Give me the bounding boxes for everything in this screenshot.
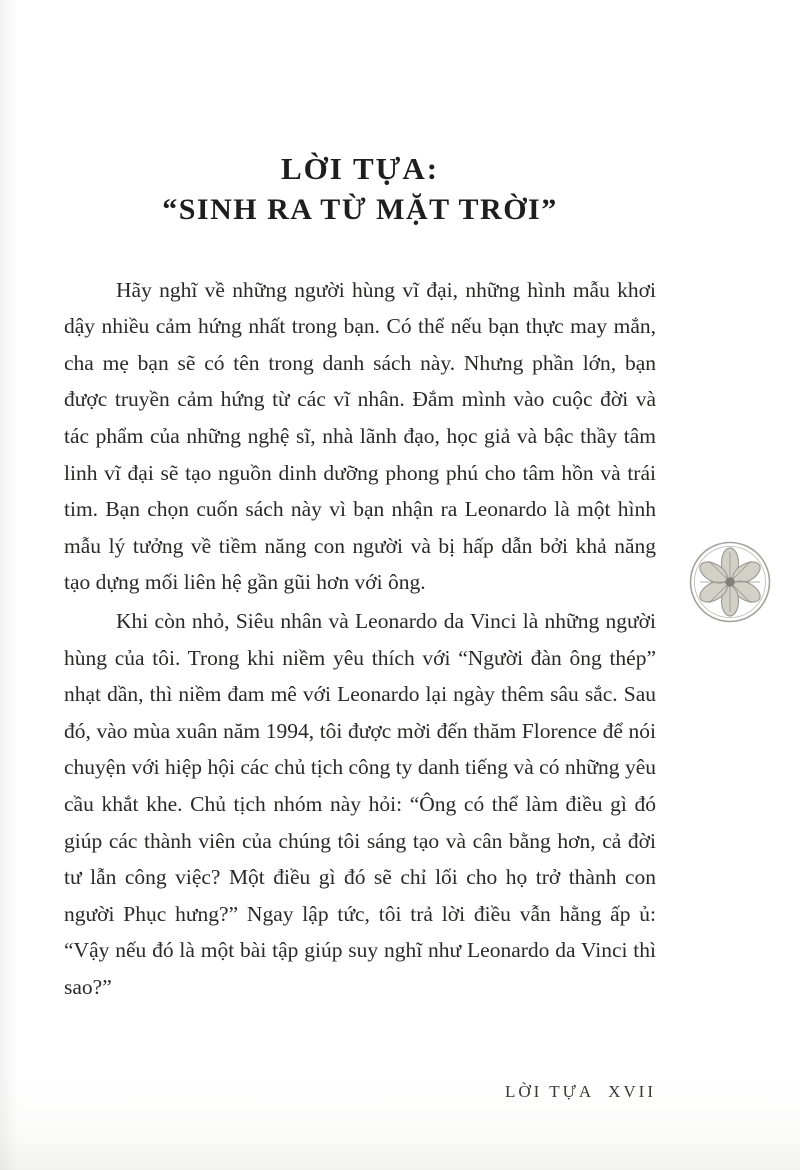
footer-section-label: LỜI TỰA xyxy=(504,1082,595,1101)
chapter-title-line2: “SINH RA TỪ MẶT TRỜI” xyxy=(162,193,558,227)
rosette-ornament-icon xyxy=(688,540,772,624)
paragraph-1: Hãy nghĩ về những người hùng vĩ đại, những hình mẫu khơi dậy nhiều cảm hứng nhất trong bạn. Có thể nếu bạn thực may mắn, cha mẹ bạn sẽ có tên trong danh sách này. Nhưng phần lớn, bạn được truyền cảm hứng từ các vĩ nhân. Đắm mình vào cuộc đời và tác phẩm của những nghệ sĩ, nhà lãnh đạo, học giả và bậc thầy tâm linh vĩ đại sẽ tạo nguồn dinh dưỡng phong phú cho tâm hồn và trái tim. Bạn chọn cuốn sách này vì bạn nhận ra Leonardo là một hình mẫu lý tưởng về tiềm năng con người và bị hấp dẫn bởi khả năng tạo dựng mối liên hệ gần gũi hơn với ông. xyxy=(64,277,656,595)
chapter-title xyxy=(64,150,656,234)
body-text xyxy=(64,272,656,1006)
chapter-title-line1: LỜI TỰA: xyxy=(280,151,440,186)
text-column xyxy=(64,0,656,1008)
paragraph-2: Khi còn nhỏ, Siêu nhân và Leonardo da Vinci là những người hùng của tôi. Trong khi niềm yêu thích với “Người đàn ông thép” nhạt dần, thì niềm đam mê với Leonardo lại ngày thêm sâu sắc. Sau đó, vào mùa xuân năm 1994, tôi được mời đến thăm Florence để nói chuyện với hiệp hội các chủ tịch công ty danh tiếng và có những yêu cầu khắt khe. Chủ tịch nhóm này hỏi: “Ông có thể làm điều gì đó giúp các thành viên của chúng tôi sáng tạo và cân bằng hơn, cả đời tư lẫn công việc? Một điều gì đó sẽ chỉ lối cho họ trở thành con người Phục hưng?” Ngay lập tức, tôi trả lời điều vẫn hằng ấp ủ: “Vậy nếu đó là một bài tập giúp suy nghĩ như Leonardo da Vinci thì sao?” xyxy=(64,609,656,999)
page-footer xyxy=(64,1082,656,1102)
footer-page-number: XVII xyxy=(608,1082,656,1101)
